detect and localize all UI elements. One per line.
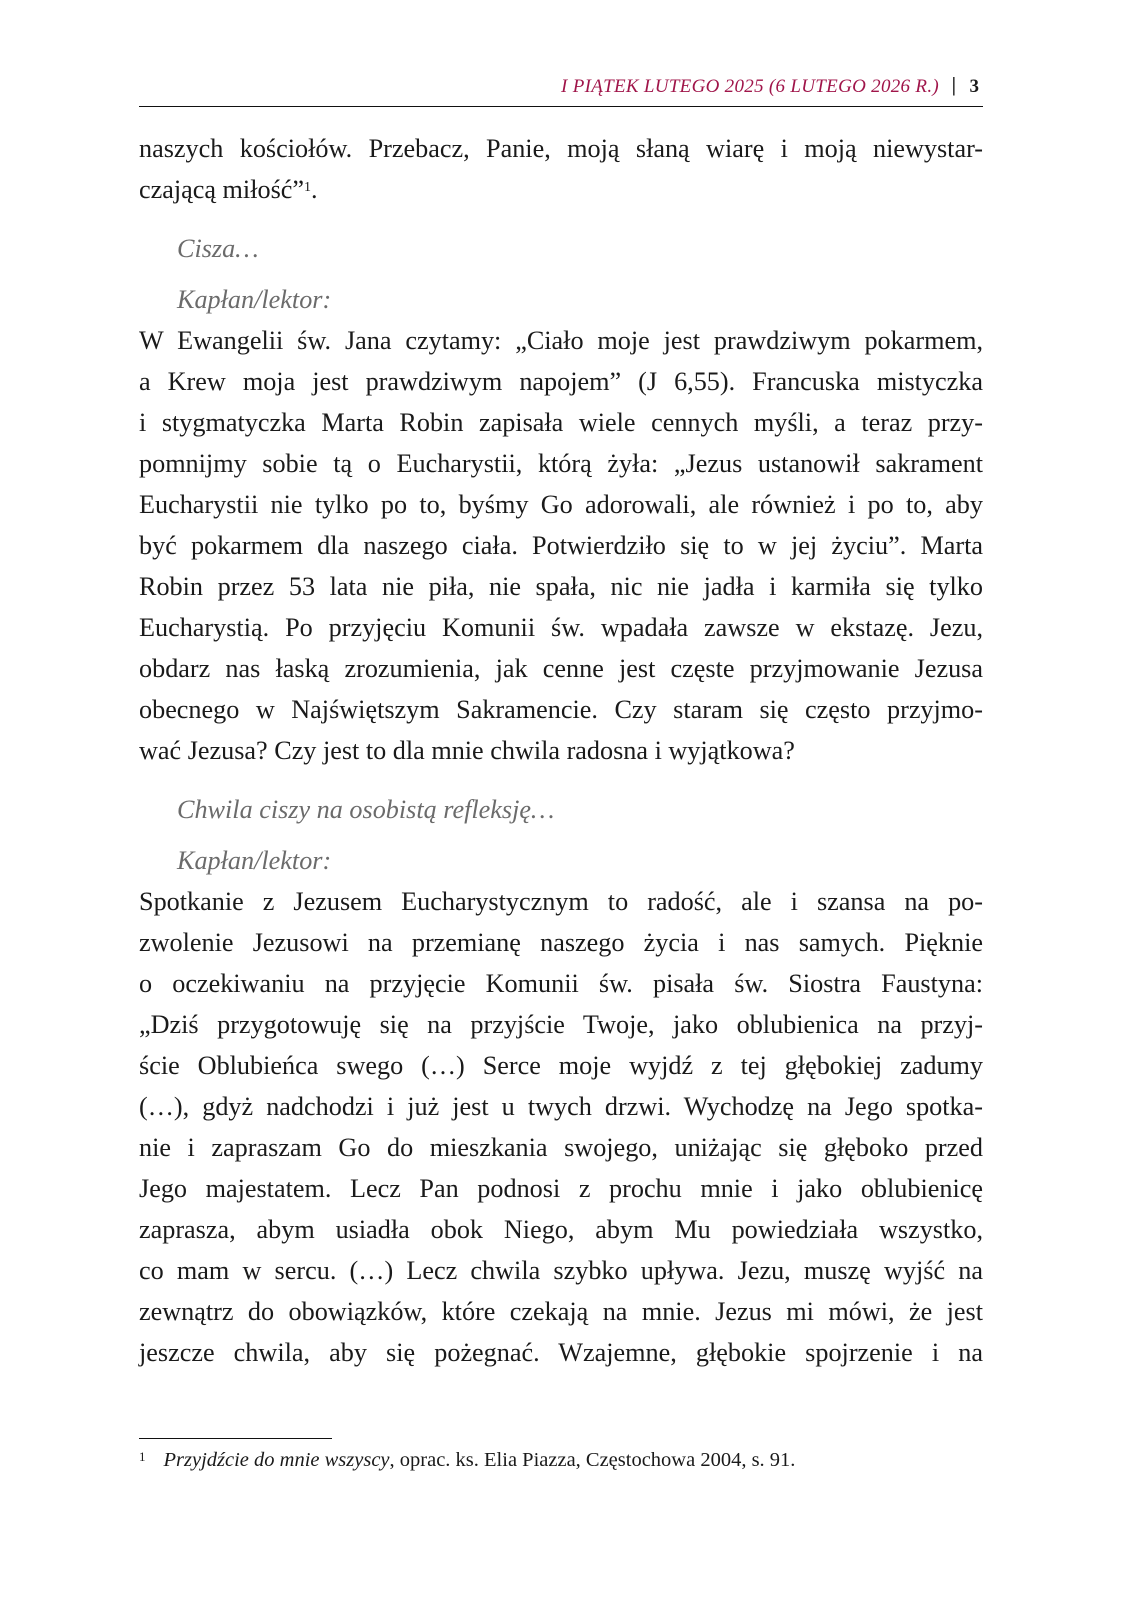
paragraph-1 bbox=[139, 128, 983, 210]
header-separator: | bbox=[951, 74, 956, 96]
text-line: zaprasza, abym usiadła obok Niego, abym Mu powiedziała wszystko, bbox=[139, 1215, 983, 1244]
running-header bbox=[139, 72, 983, 107]
text-line: obecnego w Najświętszym Sakramencie. Czy staram się często przyjmo- bbox=[139, 695, 983, 724]
text-line: obdarz nas łaską zrozumienia, jak cenne jest częste przyjmowanie Jezusa bbox=[139, 654, 983, 683]
text-line: być pokarmem dla naszego ciała. Potwierdziło się to w jej życiu”. Marta bbox=[139, 531, 983, 560]
text-line: o oczekiwaniu na przyjęcie Komunii św. pisała św. Siostra Faustyna: bbox=[139, 969, 983, 998]
speaker-label: Kapłan/lektor: bbox=[177, 846, 332, 875]
text-line: „Dziś przygotowuję się na przyjście Twoje, jako oblubienica na przyj- bbox=[139, 1010, 983, 1039]
stage-direction-silence: Cisza… bbox=[177, 234, 259, 263]
text-line: W Ewangelii św. Jana czytamy: „Ciało moje jest prawdziwym pokarmem, bbox=[139, 326, 983, 355]
stage-direction-reflection: Chwila ciszy na osobistą refleksję… bbox=[177, 795, 555, 824]
page-number: 3 bbox=[969, 76, 979, 97]
text-line: zewnątrz do obowiązków, które czekają na mnie. Jezus mi mówi, że jest bbox=[139, 1297, 983, 1326]
text-line: Spotkanie z Jezusem Eucharystycznym to radość, ale i szansa na po- bbox=[139, 887, 983, 916]
text-line: Robin przez 53 lata nie piła, nie spała, nic nie jadła i karmiła się tylko bbox=[139, 572, 983, 601]
text-line: (…), gdyż nadchodzi i już jest u twych drzwi. Wychodzę na Jego spotka- bbox=[139, 1092, 983, 1121]
footnote-citation: , oprac. ks. Elia Piazza, Częstochowa 2004, s. 91. bbox=[389, 1449, 796, 1471]
text-line: i stygmatyczka Marta Robin zapisała wiele cennych myśli, a teraz przy- bbox=[139, 408, 983, 437]
running-header-title: I PIĄTEK LUTEGO 2025 (6 LUTEGO 2026 R.) bbox=[561, 76, 939, 97]
text-line: jeszcze chwila, aby się pożegnać. Wzajemne, głębokie spojrzenie i na bbox=[139, 1338, 983, 1367]
text-line: Eucharystią. Po przyjęciu Komunii św. wpadała zawsze w ekstazę. Jezu, bbox=[139, 613, 983, 642]
text-line: ście Oblubieńca swego (…) Serce moje wyjdź z tej głębokiej zadumy bbox=[139, 1051, 983, 1080]
page-body bbox=[139, 128, 983, 1373]
paragraph-3 bbox=[139, 881, 983, 1373]
footnote-mark: 1 bbox=[139, 1449, 146, 1464]
text-line: co mam w sercu. (…) Lecz chwila szybko upływa. Jezu, muszę wyjść na bbox=[139, 1256, 983, 1285]
footnote-ref[interactable]: 1 bbox=[304, 180, 312, 195]
text-line: czającą miłość”$^1$. bbox=[139, 175, 318, 204]
footnote bbox=[139, 1449, 795, 1472]
text-line: naszych kościołów. Przebacz, Panie, moją słaną wiarę i moją niewystar- bbox=[139, 134, 983, 163]
text-line: zwolenie Jezusowi na przemianę naszego życia i nas samych. Pięknie bbox=[139, 928, 983, 957]
text-line: Jego majestatem. Lecz Pan podnosi z prochu mnie i jako oblubienicę bbox=[139, 1174, 983, 1203]
text-line: a Krew moja jest prawdziwym napojem” (J 6,55). Francuska mistyczka bbox=[139, 367, 983, 396]
paragraph-2 bbox=[139, 320, 983, 771]
footnote-book-title: Przyjdźcie do mnie wszyscy bbox=[163, 1449, 390, 1471]
text-line: wać Jezusa? Czy jest to dla mnie chwila radosna i wyjątkowa? bbox=[139, 736, 795, 765]
footnote-divider bbox=[139, 1438, 332, 1439]
text-line: Eucharystii nie tylko po to, byśmy Go adorowali, ale również i po to, aby bbox=[139, 490, 983, 519]
speaker-label: Kapłan/lektor: bbox=[177, 285, 332, 314]
text-line: nie i zapraszam Go do mieszkania swojego, uniżając się głęboko przed bbox=[139, 1133, 983, 1162]
text-line: pomnijmy sobie tą o Eucharystii, którą żyła: „Jezus ustanowił sakrament bbox=[139, 449, 983, 478]
